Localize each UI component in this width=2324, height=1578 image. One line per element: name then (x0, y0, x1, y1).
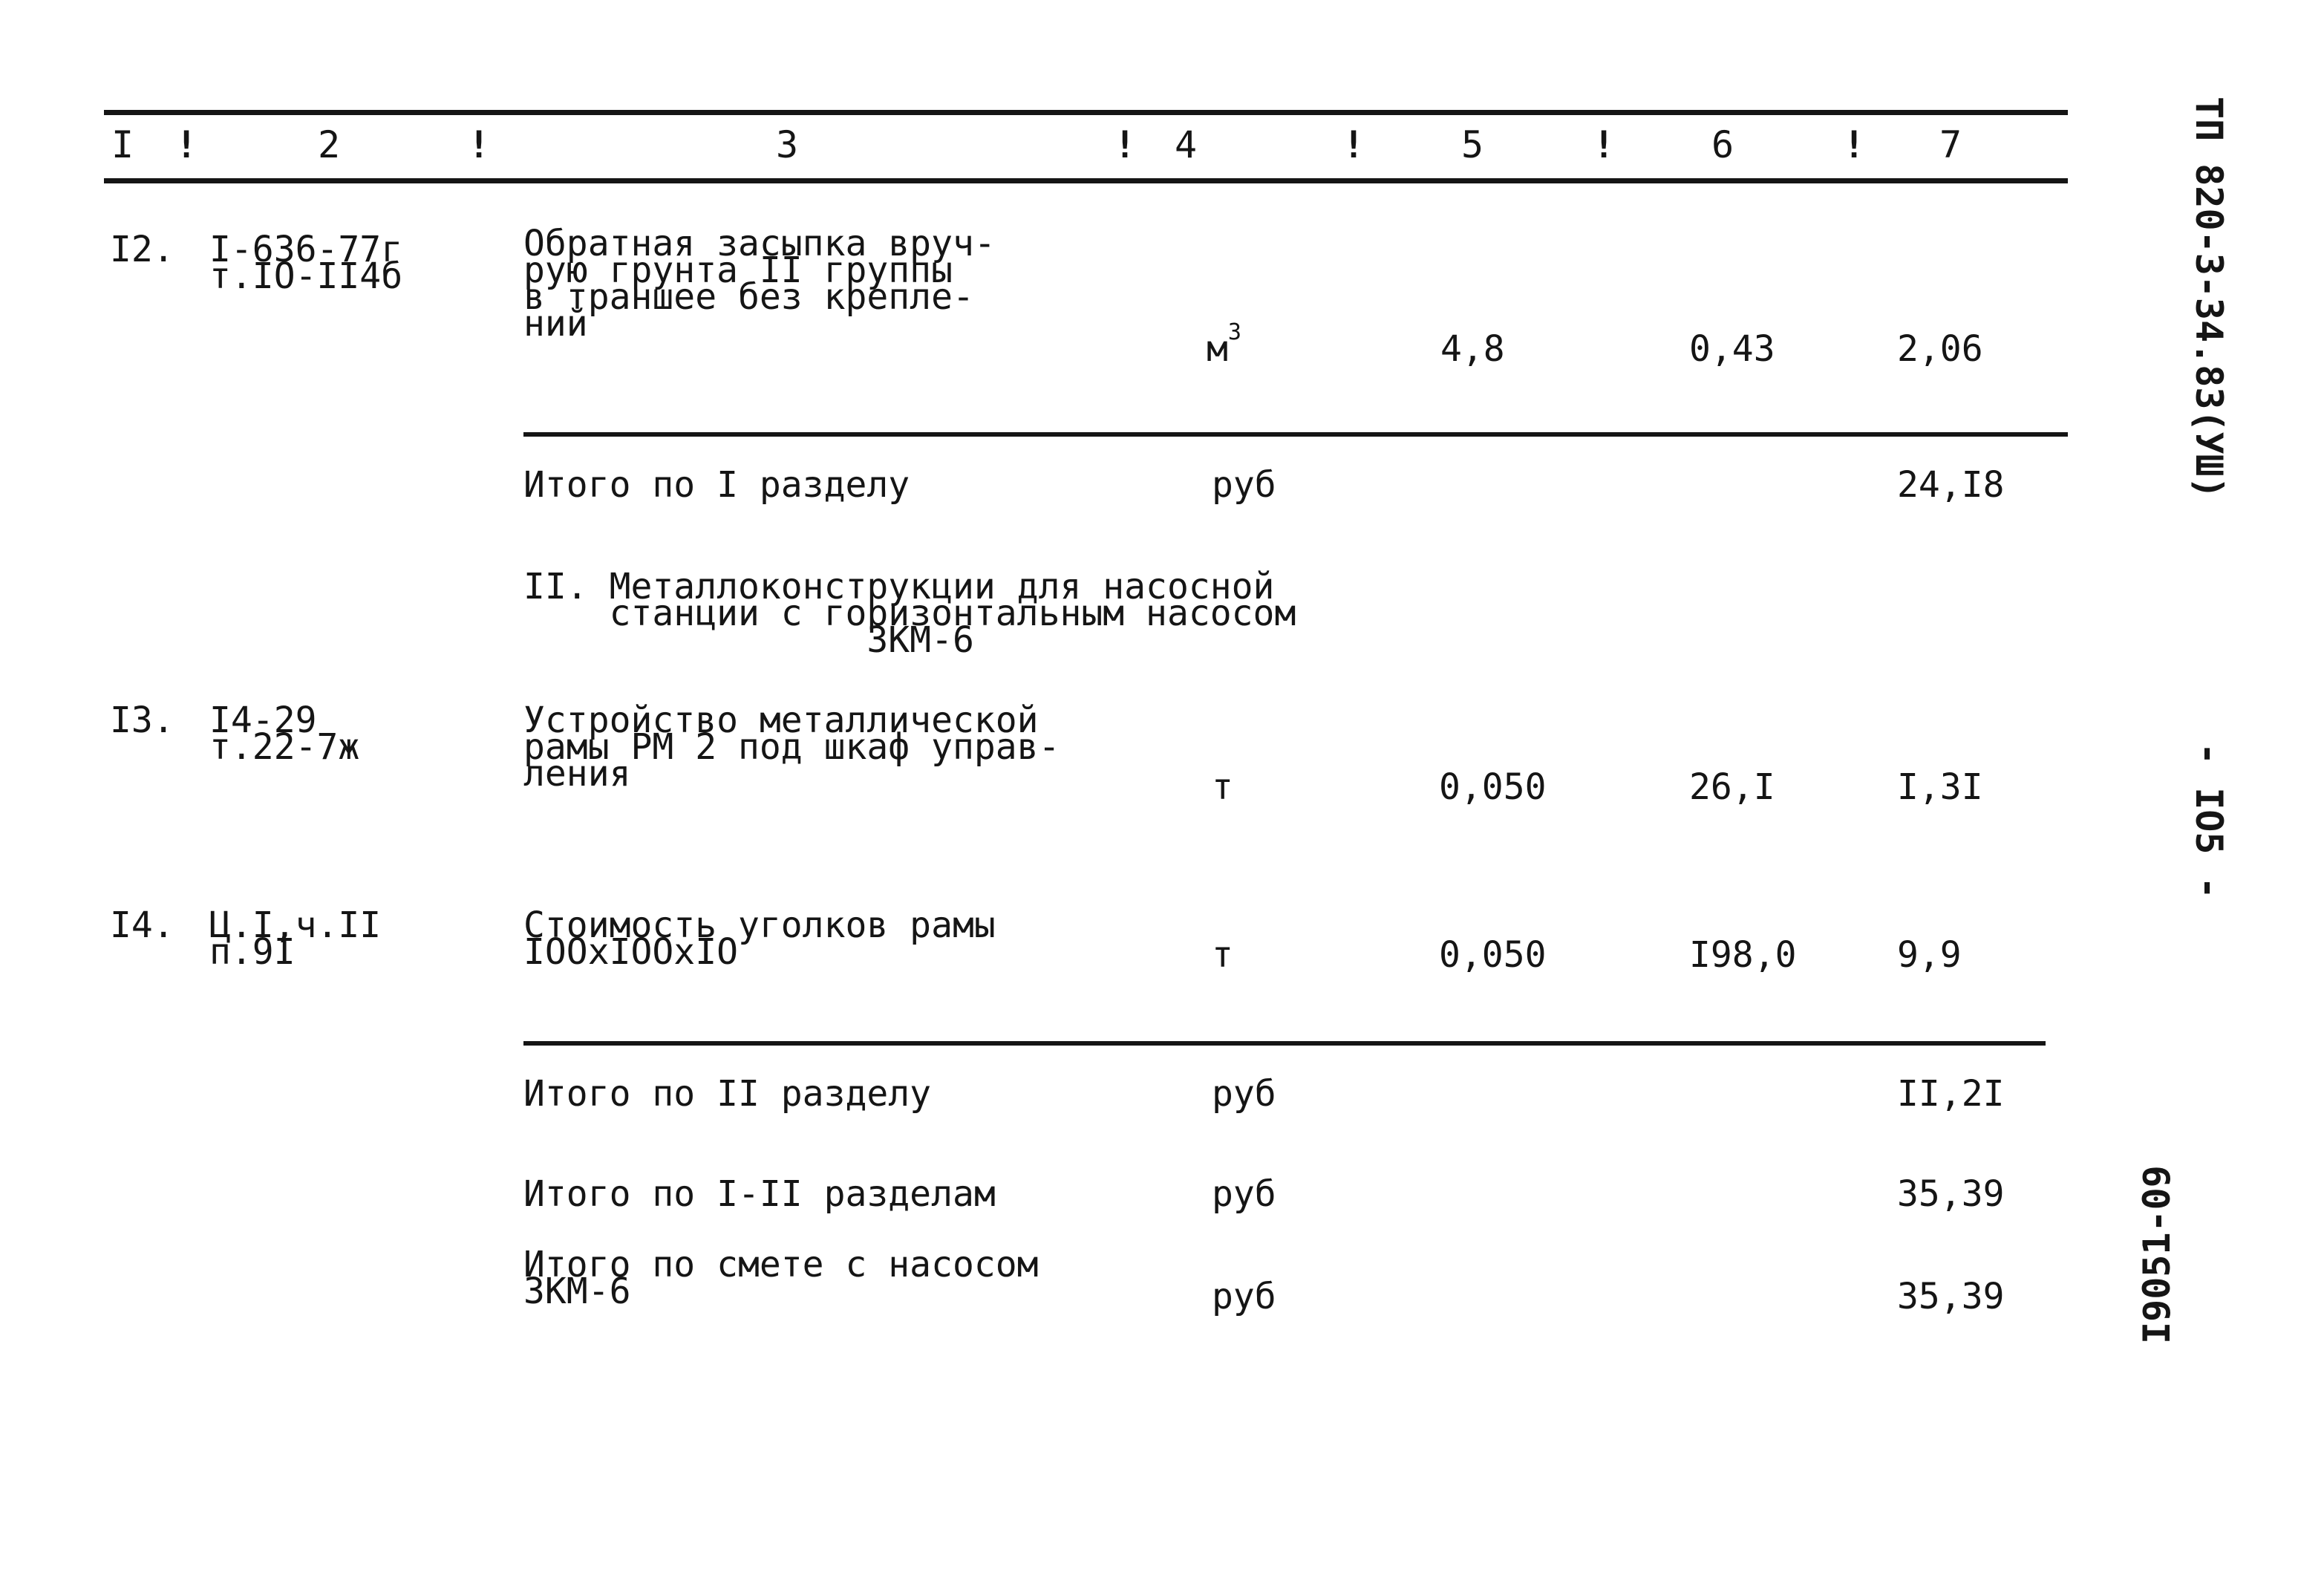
quantity: 0,050 (1439, 934, 1547, 976)
unit-price: I98,0 (1689, 934, 1797, 976)
col-header-5: 5 (1461, 123, 1484, 166)
col-header-7: 7 (1939, 123, 1962, 166)
col-separator: ! (1843, 123, 1866, 166)
subtotal-unit: руб (1212, 464, 1276, 506)
col-header-1: I (111, 123, 134, 166)
doc-code-stamp: ТП 820-3-34.83(УШ) (2187, 97, 2230, 499)
col-header-3: 3 (776, 123, 799, 166)
subtotal-rule (523, 1041, 2046, 1046)
subtotal-label: Итого по I-II разделам (523, 1173, 996, 1215)
col-separator: ! (468, 123, 491, 166)
quantity: 0,050 (1439, 766, 1547, 808)
subtotal-label: Итого по II разделу (523, 1073, 932, 1115)
total-cost: I,3I (1897, 766, 1983, 808)
unit: т (1212, 934, 1233, 976)
work-description: Обратная засыпка вруч- рую грунта II группы в траншее без крепле- ний (523, 223, 996, 345)
subtotal-total: 24,I8 (1897, 464, 2005, 506)
page-number: - IO5 - (2187, 743, 2230, 899)
unit-price: 0,43 (1689, 328, 1775, 370)
col-separator: ! (175, 123, 198, 166)
row-number: I2. (110, 229, 174, 270)
subtotal-total: II,2I (1897, 1073, 2005, 1115)
total-cost: 9,9 (1897, 934, 1962, 976)
subtotal-total: 35,39 (1897, 1173, 2005, 1215)
total-cost: 2,06 (1897, 328, 1983, 370)
grand-total-unit: руб (1212, 1276, 1276, 1317)
col-separator: ! (1593, 123, 1616, 166)
subtotal-unit: руб (1212, 1173, 1276, 1215)
col-header-4: 4 (1175, 123, 1198, 166)
work-description: Устройство металлической рамы РМ 2 под шкаф управ- ления (523, 700, 1060, 795)
row-number: I4. (110, 904, 174, 946)
subtotal-rule (523, 432, 2068, 437)
archive-number: I9051-09 (2135, 1165, 2178, 1344)
unit-base: м (1207, 328, 1228, 370)
col-header-2: 2 (318, 123, 341, 166)
col-separator: ! (1342, 123, 1365, 166)
col-separator: ! (1114, 123, 1137, 166)
unit: т (1212, 766, 1233, 808)
col-header-6: 6 (1711, 123, 1734, 166)
grand-total-value: 35,39 (1897, 1276, 2005, 1317)
unit (1207, 319, 1241, 370)
subtotal-label: Итого по I разделу (523, 464, 910, 506)
row-number: I3. (110, 700, 174, 741)
header-bottom-rule (104, 178, 2068, 183)
grand-total-label: Итого по смете с насосом 3КМ-6 (523, 1244, 1039, 1312)
unit-superscript: 3 (1227, 319, 1241, 345)
work-description: Стоимость уголков рамы IOOxIOOxIO (523, 904, 996, 973)
norm-code: I-636-77г т.IO-II4б (209, 229, 403, 297)
subtotal-unit: руб (1212, 1073, 1276, 1115)
section-heading: II. Металлоконструкции для насосной станции с горизонтальным насосом 3КМ-6 (523, 566, 1296, 661)
unit-price: 26,I (1689, 766, 1775, 808)
quantity: 4,8 (1440, 328, 1505, 370)
norm-code: Ц.I,ч.II п.9I (209, 904, 382, 973)
norm-code: I4-29 т.22-7ж (209, 700, 360, 768)
header-top-rule (104, 110, 2068, 115)
